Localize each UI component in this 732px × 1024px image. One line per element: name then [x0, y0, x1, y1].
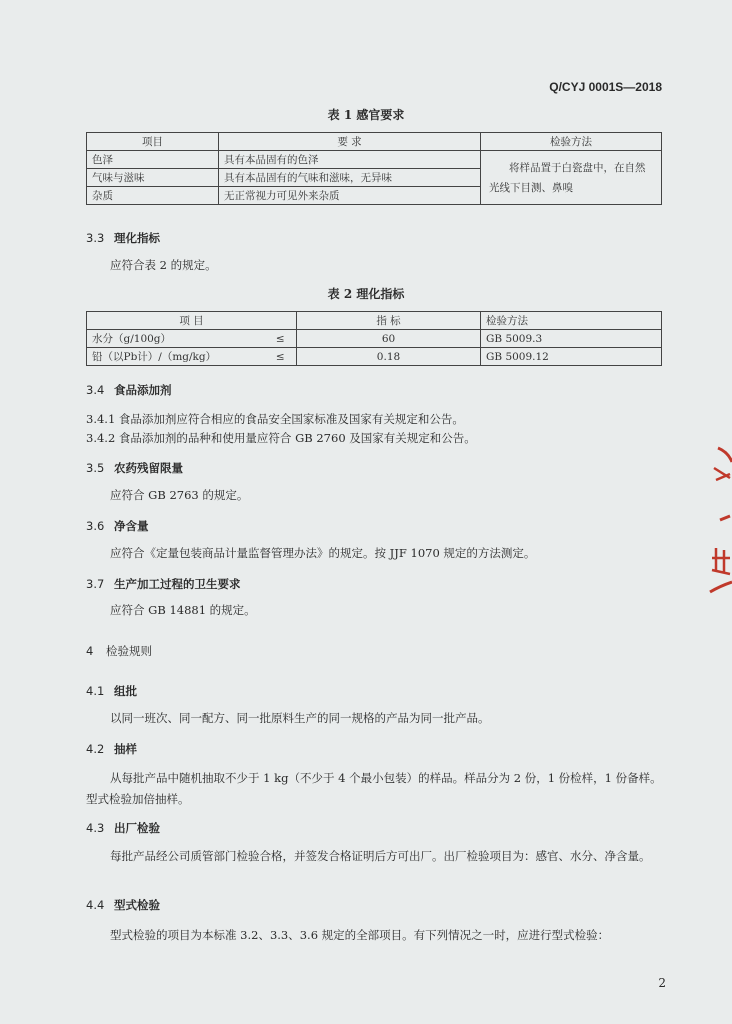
page-number: 2 — [658, 976, 666, 990]
table-cell: GB 5009.12 — [481, 348, 662, 366]
heading-number: 3.6 — [86, 519, 105, 533]
heading-number: 3.7 — [86, 577, 105, 591]
table-header-cell: 项 目 — [87, 312, 297, 330]
paragraph-4-2: 从每批产品中随机抽取不少于 1 kg（不少于 4 个最小包装）的样品。样品分为 2 份，1 份检样，1 份备样。型式检验加倍抽样。 — [86, 771, 662, 806]
paragraph-3-4-1: 3.4.1 食品添加剂应符合相应的食品安全国家标准及国家有关规定和公告。 — [86, 412, 464, 426]
heading-title: 食品添加剂 — [114, 383, 172, 397]
heading-3-5 — [86, 460, 183, 476]
table-row — [87, 151, 662, 169]
heading-number: 4.2 — [86, 742, 105, 756]
table-header-row — [87, 133, 662, 151]
table-row — [87, 348, 662, 366]
table-cell: 气味与滋味 — [87, 169, 219, 187]
heading-number: 3.3 — [86, 231, 105, 245]
heading-title: 检验规则 — [106, 644, 152, 658]
paragraph-4-4: 型式检验的项目为本标准 3.2、3.3、3.6 规定的全部项目。有下列情况之一时，应进行型式检验： — [110, 928, 610, 942]
heading-3-3 — [86, 230, 160, 246]
paragraph-3-5: 应符合 GB 2763 的规定。 — [110, 488, 249, 502]
table-cell: 色泽 — [87, 151, 219, 169]
table-header-cell: 检验方法 — [481, 312, 662, 330]
table-header-cell: 指 标 — [297, 312, 481, 330]
table-cell-method: 将样品置于白瓷盘中，在自然光线下目测、鼻嗅 — [481, 151, 662, 205]
heading-title: 生产加工过程的卫生要求 — [114, 577, 241, 591]
table1-title: 表 1 感官要求 — [327, 108, 405, 122]
heading-title: 农药残留限量 — [114, 461, 183, 475]
heading-3-7 — [86, 576, 241, 592]
table2-title: 表 2 理化指标 — [327, 287, 405, 301]
table-header-row — [87, 312, 662, 330]
heading-number: 4 — [86, 644, 94, 658]
paragraph-4-1: 以同一班次、同一配方、同一批原料生产的同一规格的产品为同一批产品。 — [110, 711, 490, 725]
table-cell: 具有本品固有的气味和滋味，无异味 — [219, 169, 481, 187]
table-cell: ≤ — [265, 330, 297, 348]
heading-title: 型式检验 — [114, 898, 160, 912]
table-cell: 杂质 — [87, 187, 219, 205]
table-cell: 60 — [297, 330, 481, 348]
table-cell: 无正常视力可见外来杂质 — [219, 187, 481, 205]
heading-3-4 — [86, 382, 172, 398]
heading-number: 3.5 — [86, 461, 105, 475]
heading-number: 3.4 — [86, 383, 105, 397]
heading-4-4 — [86, 897, 160, 913]
paragraph-3-6: 应符合《定量包装商品计量监督管理办法》的规定。按 JJF 1070 规定的方法测定。 — [110, 546, 536, 560]
paragraph-3-3: 应符合表 2 的规定。 — [110, 258, 217, 272]
table-cell: ≤ — [265, 348, 297, 366]
heading-4-3 — [86, 820, 160, 836]
heading-title: 组批 — [114, 684, 137, 698]
table2-physicochemical — [86, 311, 662, 366]
table-header-cell: 项目 — [87, 133, 219, 151]
paragraph-3-4-2: 3.4.2 食品添加剂的品种和使用量应符合 GB 2760 及国家有关规定和公告。 — [86, 431, 476, 445]
heading-title: 抽样 — [114, 742, 137, 756]
heading-4-2 — [86, 741, 137, 757]
heading-4-1 — [86, 683, 137, 699]
standard-code: Q/CYJ 0001S—2018 — [549, 80, 662, 94]
table-row — [87, 330, 662, 348]
heading-4 — [86, 643, 152, 659]
paragraph-3-7: 应符合 GB 14881 的规定。 — [110, 603, 256, 617]
heading-number: 4.3 — [86, 821, 105, 835]
table-header-cell: 要 求 — [219, 133, 481, 151]
table-cell: 具有本品固有的色泽 — [219, 151, 481, 169]
table1-sensory — [86, 132, 662, 205]
table-cell: 0.18 — [297, 348, 481, 366]
table-header-cell: 检验方法 — [481, 133, 662, 151]
heading-3-6 — [86, 518, 149, 534]
table-cell: 水分（g/100g） — [87, 330, 265, 348]
heading-number: 4.4 — [86, 898, 105, 912]
paragraph-4-3: 每批产品经公司质管部门检验合格，并签发合格证明后方可出厂。出厂检验项目为：感官、水分、净含量。 — [110, 849, 651, 863]
heading-number: 4.1 — [86, 684, 105, 698]
heading-title: 理化指标 — [114, 231, 160, 245]
heading-title: 出厂检验 — [114, 821, 160, 835]
table-cell: 铅（以Pb计）/（mg/kg） — [87, 348, 265, 366]
table-cell: GB 5009.3 — [481, 330, 662, 348]
heading-title: 净含量 — [114, 519, 149, 533]
red-seal-stamp-fragment — [706, 440, 732, 600]
